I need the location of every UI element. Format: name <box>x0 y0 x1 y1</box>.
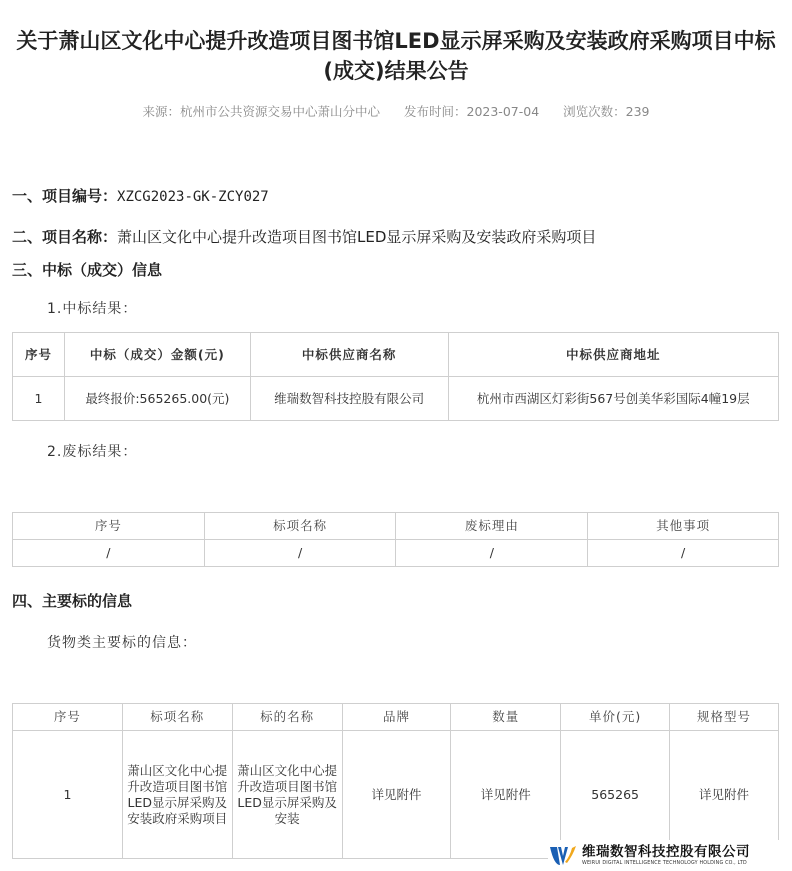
header-cell: 单价(元) <box>561 704 670 731</box>
header-cell: 序号 <box>13 333 65 377</box>
table-cell: 最终报价:565265.00(元) <box>64 377 250 421</box>
project-name: 萧山区文化中心提升改造项目图书馆LED显示屏采购及安装政府采购项目 <box>117 228 597 246</box>
header-cell: 序号 <box>13 704 123 731</box>
table-header-row <box>13 513 779 540</box>
header-cell: 标项名称 <box>122 704 232 731</box>
table-cell: 1 <box>13 731 123 859</box>
table-cell: / <box>396 540 588 567</box>
section-winning-info: 三、中标（成交）信息 <box>12 261 163 279</box>
header-cell: 中标供应商地址 <box>448 333 779 377</box>
header-cell: 品牌 <box>342 704 451 731</box>
section-project-name <box>12 226 596 247</box>
table-cell: 详见附件 <box>451 731 561 859</box>
goods-items-heading: 货物类主要标的信息： <box>47 635 197 651</box>
header-cell: 标项名称 <box>204 513 396 540</box>
winning-result-table <box>12 332 779 421</box>
company-logo-icon <box>548 843 578 869</box>
winning-result-heading: 1.中标结果： <box>47 301 138 317</box>
table-header-row <box>13 704 779 731</box>
view-count: 浏览次数：239 <box>563 104 650 119</box>
company-logo-watermark <box>548 840 792 871</box>
logo-company-english-name: WEIRUI DIGITAL INTELLIGENCE TECHNOLOGY HOLDING CO., LTD <box>582 861 747 866</box>
header-cell: 规格型号 <box>670 704 779 731</box>
table-cell: / <box>13 540 205 567</box>
table-cell: / <box>588 540 779 567</box>
header-cell: 序号 <box>13 513 205 540</box>
failed-result-table <box>12 512 779 567</box>
table-row <box>13 377 779 421</box>
section-main-items: 四、主要标的信息 <box>12 592 133 610</box>
header-cell: 其他事项 <box>588 513 779 540</box>
header-cell: 中标（成交）金额(元) <box>64 333 250 377</box>
table-cell: 杭州市西湖区灯彩街567号创美华彩国际4幢19层 <box>448 377 779 421</box>
table-row <box>13 540 779 567</box>
section-project-number <box>12 185 269 206</box>
header-cell: 数量 <box>451 704 561 731</box>
section-label: 二、项目名称： <box>12 228 118 246</box>
table-cell: / <box>204 540 396 567</box>
logo-company-name: 维瑞数智科技控股有限公司 <box>582 844 750 860</box>
header-cell: 标的名称 <box>232 704 342 731</box>
header-cell: 中标供应商名称 <box>250 333 448 377</box>
publish-time: 发布时间：2023-07-04 <box>404 104 540 119</box>
table-cell: 萧山区文化中心提升改造项目图书馆LED显示屏采购及安装 <box>232 731 342 859</box>
table-cell: 565265 <box>561 731 670 859</box>
page-title: 关于萧山区文化中心提升改造项目图书馆LED显示屏采购及安装政府采购项目中标(成交)结果公告 <box>16 29 776 83</box>
failed-result-heading: 2.废标结果： <box>47 444 138 460</box>
header-cell: 废标理由 <box>396 513 588 540</box>
table-header-row <box>13 333 779 377</box>
article-meta <box>0 102 792 120</box>
project-number: XZCG2023-GK-ZCY027 <box>117 189 269 205</box>
goods-items-table <box>12 703 779 859</box>
table-cell: 1 <box>13 377 65 421</box>
source-text: 来源：杭州市公共资源交易中心萧山分中心 <box>142 104 381 119</box>
table-cell: 详见附件 <box>670 731 779 859</box>
table-cell: 维瑞数智科技控股有限公司 <box>250 377 448 421</box>
table-cell: 萧山区文化中心提升改造项目图书馆LED显示屏采购及安装政府采购项目 <box>122 731 232 859</box>
table-cell: 详见附件 <box>342 731 451 859</box>
section-label: 一、项目编号： <box>12 187 118 205</box>
